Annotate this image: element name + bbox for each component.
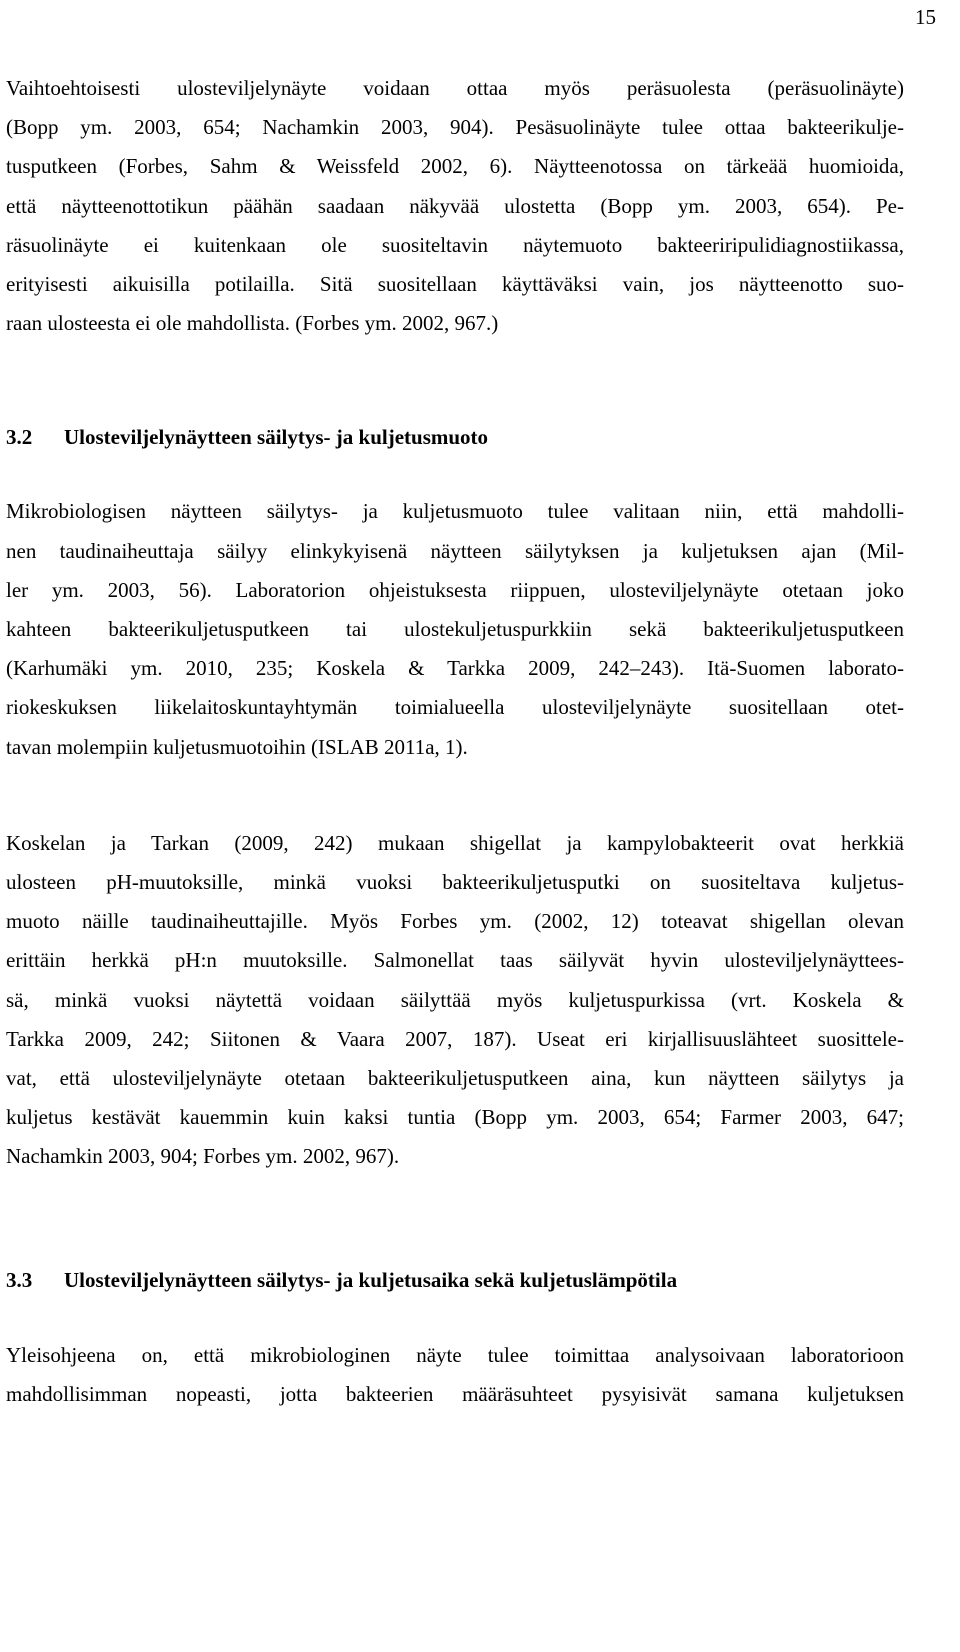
text-line: mahdollisimman nopeasti, jotta bakteerien määräsuhteet pysyisivät samana kuljetuksen [6, 1381, 904, 1406]
page-number: 15 [915, 5, 936, 29]
paragraph-storage-time [6, 1336, 904, 1414]
text-line: että näytteenottotikun päähän saadaan näkyvää ulostetta (Bopp ym. 2003, 654). Pe- [6, 193, 904, 218]
section-title: Ulosteviljelynäytteen säilytys- ja kuljetusaika sekä kuljetuslämpötila [64, 1267, 678, 1292]
text-line: riokeskuksen liikelaitoskuntayhtymän toimialueella ulosteviljelynäyte suositellaan otet- [6, 695, 904, 720]
text-line: muoto näille taudinaiheuttajille. Myös Forbes ym. (2002, 12) toteavat shigellan olevan [6, 909, 904, 934]
text-line: Nachamkin 2003, 904; Forbes ym. 2002, 967). [6, 1144, 400, 1169]
text-line: Mikrobiologisen näytteen säilytys- ja kuljetusmuoto tulee valitaan niin, että mahdolli- [6, 499, 904, 524]
paragraph-sampling [6, 69, 904, 343]
text-line: nen taudinaiheuttaja säilyy elinkykyisenä näytteen säilytyksen ja kuljetuksen ajan (Mil- [6, 538, 904, 563]
section-heading-3-3 [6, 1265, 904, 1295]
text-line: raan ulosteesta ei ole mahdollista. (Forbes ym. 2002, 967.) [6, 311, 499, 336]
section-number: 3.2 [6, 425, 33, 450]
text-line: räsuolinäyte ei kuitenkaan ole suositeltavin näytemuoto bakteeriripulidiagnostiikassa, [6, 232, 904, 257]
paragraph-ph-sensitivity [6, 824, 904, 1177]
section-number: 3.3 [6, 1267, 33, 1292]
text-line: (Karhumäki ym. 2010, 235; Koskela & Tarkka 2009, 242–243). Itä-Suomen laborato- [6, 656, 904, 681]
text-line: Tarkka 2009, 242; Siitonen & Vaara 2007, 187). Useat eri kirjallisuuslähteet suosittele- [6, 1026, 904, 1051]
section-heading-3-2 [6, 422, 904, 452]
text-line: erityisesti aikuisilla potilailla. Sitä suositellaan käyttäväksi vain, jos näytteenotto suo- [6, 272, 904, 297]
section-title: Ulosteviljelynäytteen säilytys- ja kuljetusmuoto [64, 425, 489, 450]
document-body [6, 69, 904, 1414]
text-line: tusputkeen (Forbes, Sahm & Weissfeld 2002, 6). Näytteenotossa on tärkeää huomioida, [6, 154, 904, 179]
text-line: erittäin herkkä pH:n muutoksille. Salmonellat taas säilyvät hyvin ulosteviljelynäyttees- [6, 948, 904, 973]
paragraph-storage-form [6, 492, 904, 766]
text-line: kuljetus kestävät kauemmin kuin kaksi tuntia (Bopp ym. 2003, 654; Farmer 2003, 647; [6, 1105, 904, 1130]
text-line: Koskelan ja Tarkan (2009, 242) mukaan shigellat ja kampylobakteerit ovat herkkiä [6, 830, 904, 855]
text-line: sä, minkä vuoksi näytettä voidaan säilyttää myös kuljetuspurkissa (vrt. Koskela & [6, 987, 904, 1012]
text-line: (Bopp ym. 2003, 654; Nachamkin 2003, 904). Pesäsuolinäyte tulee ottaa bakteerikulje- [6, 115, 904, 140]
text-line: tavan molempiin kuljetusmuotoihin (ISLAB 2011a, 1). [6, 734, 468, 759]
text-line: kahteen bakteerikuljetusputkeen tai ulostekuljetuspurkkiin sekä bakteerikuljetusputkeen [6, 617, 904, 642]
text-line: ulosteen pH-muutoksille, minkä vuoksi bakteerikuljetusputki on suositeltava kuljetus- [6, 870, 904, 895]
text-line: ler ym. 2003, 56). Laboratorion ohjeistuksesta riippuen, ulosteviljelynäyte otetaan joko [6, 577, 904, 602]
text-line: Vaihtoehtoisesti ulosteviljelynäyte voidaan ottaa myös peräsuolesta (peräsuolinäyte) [6, 76, 904, 100]
text-line: Yleisohjeena on, että mikrobiologinen näyte tulee toimittaa analysoivaan laboratorioon [6, 1342, 904, 1367]
text-line: vat, että ulosteviljelynäyte otetaan bakteerikuljetusputkeen aina, kun näytteen säilytys ja [6, 1066, 904, 1091]
